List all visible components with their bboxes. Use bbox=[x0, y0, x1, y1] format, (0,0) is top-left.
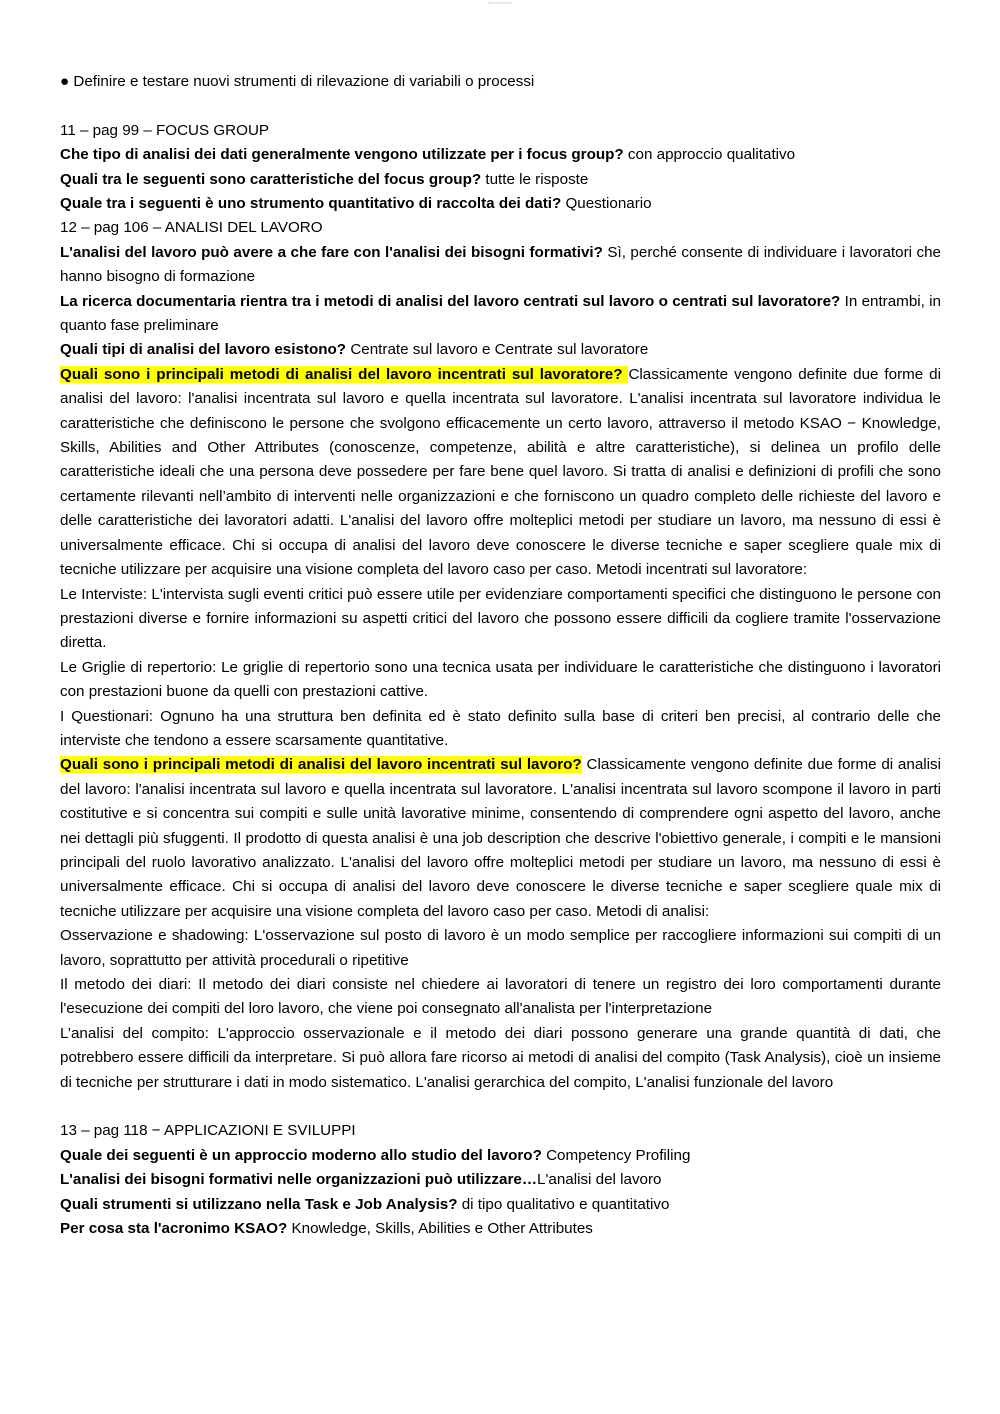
question: La ricerca documentaria rientra tra i metodi di analisi del lavoro centrati sul lavoro o centrati sul lavoratore? bbox=[60, 292, 841, 310]
qa-item-highlighted bbox=[60, 363, 941, 583]
answer: di tipo qualitativo e quantitativo bbox=[457, 1195, 670, 1213]
question: Per cosa sta l'acronimo KSAO? bbox=[60, 1220, 288, 1238]
page-header-mark: tesi indicativa bbox=[487, 0, 512, 5]
qa-item bbox=[60, 338, 941, 362]
answer: con approccio qualitativo bbox=[623, 146, 796, 164]
qa-item-highlighted bbox=[60, 753, 941, 924]
question: L'analisi del lavoro può avere a che fare con l'analisi dei bisogni formativi? bbox=[60, 243, 603, 261]
section-heading-11: 11 – pag 99 – FOCUS GROUP bbox=[60, 121, 270, 139]
question: Quale tra i seguenti è uno strumento quantitativo di raccolta dei dati? bbox=[60, 195, 562, 213]
question: L'analisi dei bisogni formativi nelle organizzazioni può utilizzare… bbox=[60, 1171, 538, 1189]
answer: Competency Profiling bbox=[541, 1146, 691, 1164]
document-page bbox=[60, 70, 941, 1241]
method-paragraph: Le Interviste: L'intervista sugli eventi critici può essere utile per evidenziare comportamenti specifici che distinguono le persone con prestazioni diverse e fornire informazioni su aspetti critici del lavoro che possono essere difficili da cogliere tramite l'osservazione diretta. bbox=[60, 585, 941, 652]
qa-item bbox=[60, 1144, 941, 1168]
question: Quali tra le seguenti sono caratteristiche del focus group? bbox=[60, 170, 482, 188]
intro-bullet: ● Definire e testare nuovi strumenti di rilevazione di variabili o processi bbox=[60, 73, 535, 90]
method-paragraph: Le Griglie di repertorio: Le griglie di repertorio sono una tecnica usata per individuare le caratteristiche che distinguono i lavoratori con prestazioni buone da quelli con prestazioni cattive. bbox=[60, 658, 941, 701]
method-paragraph: Il metodo dei diari: Il metodo dei diari consiste nel chiedere ai lavoratori di tenere un registro dei loro comportamenti durante l'esecuzione dei compiti del loro lavoro, che viene poi consegnato all'analista per l'interpretazione bbox=[60, 976, 941, 1018]
question: Che tipo di analisi dei dati generalmente vengono utilizzate per i focus group? bbox=[60, 146, 624, 164]
question: Quali strumenti si utilizzano nella Task e Job Analysis? bbox=[60, 1195, 458, 1213]
answer: L'analisi del lavoro bbox=[537, 1171, 662, 1189]
answer: tutte le risposte bbox=[481, 170, 589, 188]
spacer bbox=[60, 94, 941, 118]
section-heading-13: 13 – pag 118 − APPLICAZIONI E SVILUPPI bbox=[60, 1122, 356, 1140]
answer: Classicamente vengono definite due forme di analisi del lavoro: l'analisi incentrata sul lavoro e quella incentrata sul lavoratore. L'analisi incentrata sul lavoratore individua le caratteristiche che definiscono le persone che svolgono efficacemente un certo lavoro, attraverso il metodo KSAO − Knowledge, Skills, Abilities and Other Attributes (conoscenze, competenze, abilità e altre caratteristiche), si delinea un profilo delle caratteristiche ideali che una persona deve possedere per fare bene quel lavoro. Si tratta di analisi e definizioni di profili che sono certamente rilevanti nell’ambito di interventi nelle organizzazioni e che forniscono un quadro completo delle richieste del lavoro e delle caratteristiche dei lavoratori adatti. L'analisi del lavoro offre molteplici metodi per studiare un lavoro, ma nessuno di essi è universalmente efficace. Chi si occupa di analisi del lavoro deve conoscere le diverse tecniche e saper scegliere quale mix di tecniche utilizzare per acquisire una visione completa del lavoro caso per caso. Metodi incentrati sul lavoratore: bbox=[60, 365, 941, 579]
method-paragraph: I Questionari: Ognuno ha una struttura ben definita ed è stato definito sulla base di criteri ben precisi, al contrario delle che interviste che tendono a essere scarsamente quantitative. bbox=[60, 707, 941, 749]
section-heading-12: 12 – pag 106 – ANALISI DEL LAVORO bbox=[60, 219, 323, 237]
qa-item bbox=[60, 1193, 941, 1217]
answer: Sì, perché consente di individuare i lavoratori che hanno bisogno di formazione bbox=[60, 243, 941, 286]
qa-item bbox=[60, 168, 941, 192]
qa-item bbox=[60, 143, 941, 167]
answer: Centrate sul lavoro e Centrate sul lavoratore bbox=[346, 341, 649, 359]
question: Quali tipi di analisi del lavoro esistono? bbox=[60, 341, 347, 359]
qa-item bbox=[60, 1168, 941, 1192]
answer: In entrambi, in quanto fase preliminare bbox=[60, 292, 941, 335]
question: Quale dei seguenti è un approccio moderno allo studio del lavoro? bbox=[60, 1146, 542, 1164]
highlighted-question: Quali sono i principali metodi di analisi del lavoro incentrati sul lavoratore? bbox=[60, 365, 629, 383]
qa-item bbox=[60, 241, 941, 290]
highlighted-question: Quali sono i principali metodi di analisi del lavoro incentrati sul lavoro? bbox=[60, 756, 582, 774]
spacer bbox=[60, 1095, 941, 1119]
qa-item bbox=[60, 192, 941, 216]
answer: Knowledge, Skills, Abilities e Other Attributes bbox=[287, 1220, 593, 1238]
method-paragraph: Osservazione e shadowing: L'osservazione sul posto di lavoro è un modo semplice per raccogliere informazioni sui compiti di un lavoro, soprattutto per attività procedurali o ripetitive bbox=[60, 927, 941, 969]
method-paragraph: L’analisi del compito: L'approccio osservazionale e il metodo dei diari possono generare una grande quantità di dati, che potrebbero essere difficili da interpretare. Si può allora fare ricorso ai metodi di analisi del compito (Task Analysis), cioè un insieme di tecniche per strutturare i dati in modo sistematico. L'analisi gerarchica del compito, L'analisi funzionale del lavoro bbox=[60, 1024, 941, 1091]
answer: Questionario bbox=[561, 195, 652, 213]
qa-item bbox=[60, 1217, 941, 1241]
qa-item bbox=[60, 290, 941, 339]
answer: Classicamente vengono definite due forme di analisi del lavoro: l'analisi incentrata sul lavoro e quella incentrata sul lavoratore. L'analisi incentrata sul lavoro scompone il lavoro in parti costitutive e si concentra sui compiti e sulle unità lavorative minime, consentendo di comprendere ogni aspetto del lavoro, anche nei dettagli più sfuggenti. Il prodotto di questa analisi è una job description che descrive l'obiettivo generale, i compiti e le mansioni principali del ruolo lavorativo analizzato. L'analisi del lavoro offre molteplici metodi per studiare un lavoro, ma nessuno di essi è universalmente efficace. Chi si occupa di analisi del lavoro deve conoscere le diverse tecniche e saper scegliere quale mix di tecniche utilizzare per acquisire una visione completa del lavoro caso per caso. Metodi di analisi: bbox=[60, 756, 941, 920]
